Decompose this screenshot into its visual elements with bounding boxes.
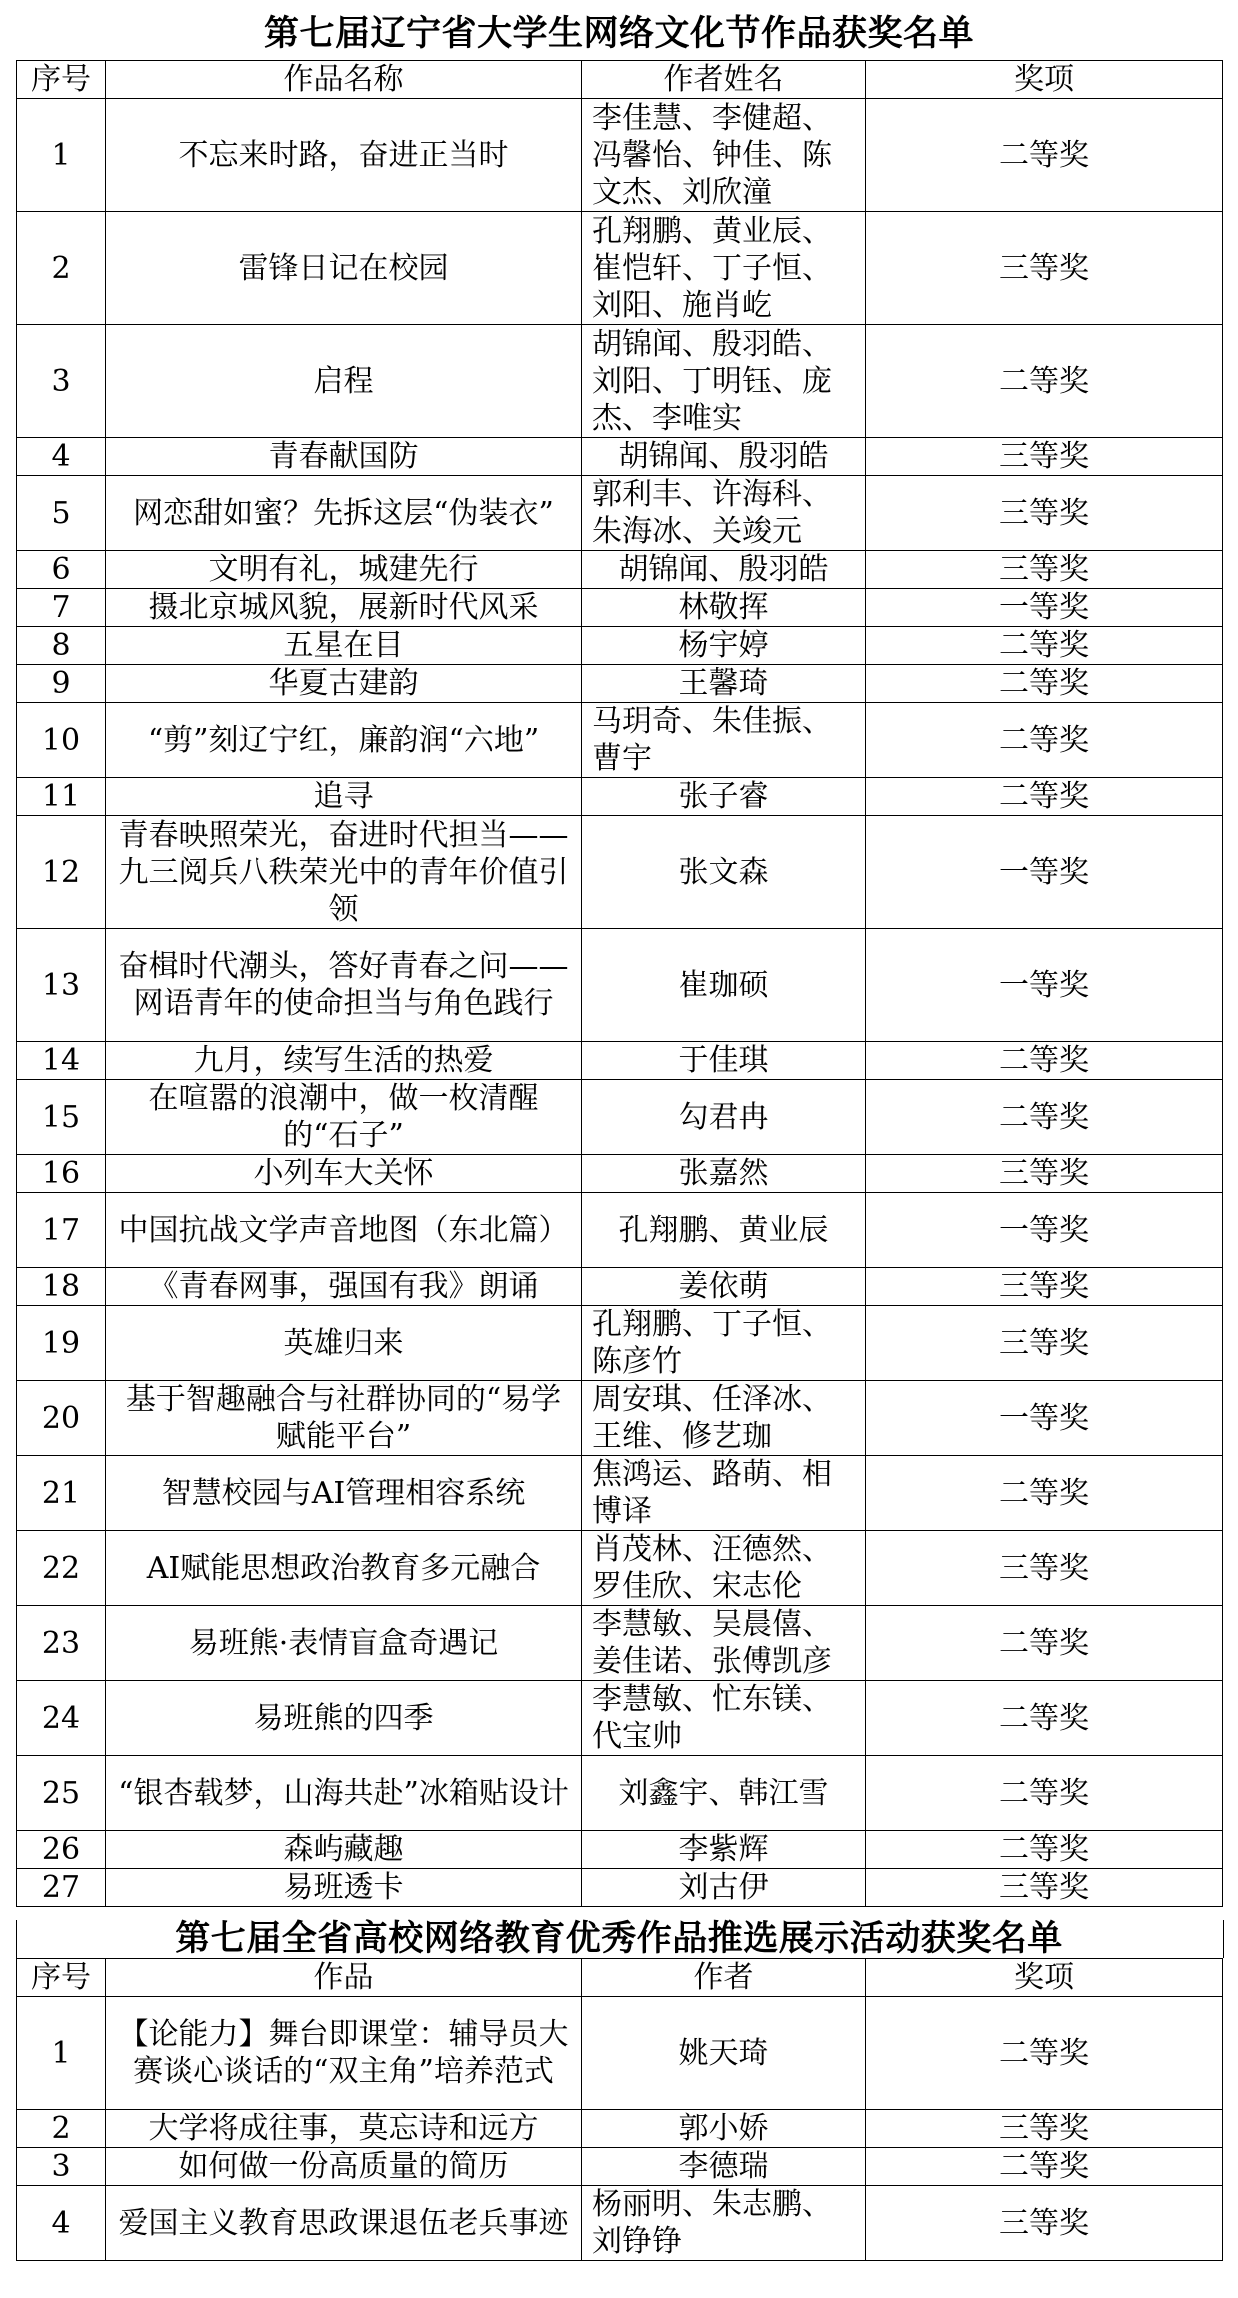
table-row [17,2110,1223,2148]
author-names: 焦鸿运、路萌、相博译 [582,1456,866,1531]
author-names: 张子睿 [582,778,866,816]
work-title: 如何做一份高质量的简历 [106,2148,582,2186]
table-row [17,1869,1223,1907]
header-no: 序号 [17,61,106,99]
author-names: 李德瑞 [582,2148,866,2186]
row-number: 2 [17,2110,106,2148]
award-level: 一等奖 [866,1381,1223,1456]
author-names: 李慧敏、忙东镁、代宝帅 [582,1681,866,1756]
work-title: 易班熊·表情盲盒奇遇记 [106,1606,582,1681]
work-title: 在喧嚣的浪潮中，做一枚清醒的“石子” [106,1080,582,1155]
table-row [17,1381,1223,1456]
work-title: AI赋能思想政治教育多元融合 [106,1531,582,1606]
row-number: 3 [17,325,106,438]
author-names: 张文森 [582,816,866,929]
table-row [17,1042,1223,1080]
author-names: 李佳慧、李健超、冯馨怡、钟佳、陈文杰、刘欣潼 [582,99,866,212]
award-level: 二等奖 [866,1831,1223,1869]
author-names: 李慧敏、吴晨僖、姜佳诺、张傅凯彦 [582,1606,866,1681]
award-level: 二等奖 [866,1042,1223,1080]
table-row [17,2148,1223,2186]
award-level: 一等奖 [866,816,1223,929]
row-number: 4 [17,2186,106,2261]
table-row [17,1306,1223,1381]
work-title: 英雄归来 [106,1306,582,1381]
table-row [17,1193,1223,1268]
author-names: 张嘉然 [582,1155,866,1193]
table-row [17,665,1223,703]
table-row [17,551,1223,589]
author-names: 孔翔鹏、黄业辰 [582,1193,866,1268]
author-names: 姜依萌 [582,1268,866,1306]
author-names: 胡锦闻、殷羽皓、刘阳、丁明钰、庞杰、李唯实 [582,325,866,438]
work-title: 不忘来时路，奋进正当时 [106,99,582,212]
author-names: 肖茂林、汪德然、罗佳欣、宋志伦 [582,1531,866,1606]
header-author: 作者姓名 [582,61,866,99]
author-names: 于佳琪 [582,1042,866,1080]
section1-table [16,60,1223,1907]
row-number: 13 [17,929,106,1042]
award-level: 三等奖 [866,2186,1223,2261]
section2-header-row [17,1959,1223,1997]
award-level: 二等奖 [866,627,1223,665]
award-level: 二等奖 [866,665,1223,703]
table-row [17,99,1223,212]
work-title: “剪”刻辽宁红，廉韵润“六地” [106,703,582,778]
award-level: 三等奖 [866,1268,1223,1306]
author-names: 胡锦闻、殷羽皓 [582,438,866,476]
award-level: 二等奖 [866,1681,1223,1756]
section1-title: 第七届辽宁省大学生网络文化节作品获奖名单 [263,13,974,54]
work-title: 文明有礼，城建先行 [106,551,582,589]
header-author: 作者 [582,1959,866,1997]
row-number: 4 [17,438,106,476]
table-row [17,1756,1223,1831]
row-number: 26 [17,1831,106,1869]
table-row [17,1997,1223,2110]
work-title: 网恋甜如蜜？先拆这层“伪装衣” [106,476,582,551]
header-no: 序号 [17,1959,106,1997]
work-title: 易班透卡 [106,1869,582,1907]
work-title: 五星在目 [106,627,582,665]
row-number: 5 [17,476,106,551]
award-level: 二等奖 [866,2148,1223,2186]
table-row [17,589,1223,627]
award-level: 三等奖 [866,1155,1223,1193]
work-title: 华夏古建韵 [106,665,582,703]
author-names: 周安琪、任泽冰、王维、修艺珈 [582,1381,866,1456]
row-number: 16 [17,1155,106,1193]
table-row [17,1831,1223,1869]
table-row [17,627,1223,665]
table-row [17,325,1223,438]
row-number: 8 [17,627,106,665]
author-names: 刘古伊 [582,1869,866,1907]
section1-header-row [17,61,1223,99]
row-number: 23 [17,1606,106,1681]
header-award: 奖项 [866,1959,1223,1997]
author-names: 王馨琦 [582,665,866,703]
table-row [17,1155,1223,1193]
award-level: 一等奖 [866,1193,1223,1268]
table-row [17,1456,1223,1531]
work-title: 大学将成往事，莫忘诗和远方 [106,2110,582,2148]
header-name: 作品名称 [106,61,582,99]
row-number: 10 [17,703,106,778]
work-title: “银杏载梦，山海共赴”冰箱贴设计 [106,1756,582,1831]
table-row [17,1606,1223,1681]
section2-title: 第七届全省高校网络教育优秀作品推选展示活动获奖名单 [175,1918,1063,1959]
row-number: 2 [17,212,106,325]
award-level: 三等奖 [866,2110,1223,2148]
row-number: 19 [17,1306,106,1381]
award-level: 二等奖 [866,1756,1223,1831]
award-level: 二等奖 [866,1456,1223,1531]
table-row [17,703,1223,778]
author-names: 马玥奇、朱佳振、曹宇 [582,703,866,778]
author-names: 刘鑫宇、韩江雪 [582,1756,866,1831]
row-number: 15 [17,1080,106,1155]
award-level: 二等奖 [866,1080,1223,1155]
row-number: 9 [17,665,106,703]
work-title: 青春献国防 [106,438,582,476]
table-row [17,1681,1223,1756]
header-name: 作品 [106,1959,582,1997]
author-names: 孔翔鹏、丁子恒、陈彦竹 [582,1306,866,1381]
award-level: 三等奖 [866,551,1223,589]
work-title: 爱国主义教育思政课退伍老兵事迹 [106,2186,582,2261]
award-level: 二等奖 [866,99,1223,212]
author-names: 李紫辉 [582,1831,866,1869]
table-row [17,476,1223,551]
author-names: 郭小娇 [582,2110,866,2148]
work-title: 小列车大关怀 [106,1155,582,1193]
row-number: 1 [17,99,106,212]
award-level: 三等奖 [866,212,1223,325]
work-title: 森屿藏趣 [106,1831,582,1869]
author-names: 杨宇婷 [582,627,866,665]
award-level: 三等奖 [866,1306,1223,1381]
table-row [17,1531,1223,1606]
table-row [17,2186,1223,2261]
row-number: 24 [17,1681,106,1756]
author-names: 胡锦闻、殷羽皓 [582,551,866,589]
work-title: 奋楫时代潮头，答好青春之问——网语青年的使命担当与角色践行 [106,929,582,1042]
award-level: 二等奖 [866,1997,1223,2110]
row-number: 25 [17,1756,106,1831]
table-row [17,816,1223,929]
work-title: 摄北京城风貌，展新时代风采 [106,589,582,627]
row-number: 11 [17,778,106,816]
award-level: 三等奖 [866,476,1223,551]
row-number: 6 [17,551,106,589]
work-title: 启程 [106,325,582,438]
row-number: 7 [17,589,106,627]
row-number: 18 [17,1268,106,1306]
work-title: 《青春网事，强国有我》朗诵 [106,1268,582,1306]
header-award: 奖项 [866,61,1223,99]
row-number: 21 [17,1456,106,1531]
row-number: 22 [17,1531,106,1606]
award-level: 二等奖 [866,325,1223,438]
work-title: 追寻 [106,778,582,816]
author-names: 勾君冉 [582,1080,866,1155]
award-level: 二等奖 [866,778,1223,816]
author-names: 杨丽明、朱志鹏、刘铮铮 [582,2186,866,2261]
section2-table [16,1958,1223,2261]
row-number: 20 [17,1381,106,1456]
work-title: 基于智趣融合与社群协同的“易学赋能平台” [106,1381,582,1456]
award-level: 三等奖 [866,1869,1223,1907]
work-title: 易班熊的四季 [106,1681,582,1756]
author-names: 林敬挥 [582,589,866,627]
table-row [17,1268,1223,1306]
table-row [17,778,1223,816]
award-level: 二等奖 [866,1606,1223,1681]
work-title: 青春映照荣光，奋进时代担当——九三阅兵八秩荣光中的青年价值引领 [106,816,582,929]
author-names: 郭利丰、许海科、朱海冰、关竣元 [582,476,866,551]
row-number: 17 [17,1193,106,1268]
table-row [17,1080,1223,1155]
work-title: 【论能力】舞台即课堂：辅导员大赛谈心谈话的“双主角”培养范式 [106,1997,582,2110]
row-number: 1 [17,1997,106,2110]
table-row [17,929,1223,1042]
row-number: 27 [17,1869,106,1907]
award-level: 一等奖 [866,589,1223,627]
row-number: 12 [17,816,106,929]
award-level: 二等奖 [866,703,1223,778]
author-names: 孔翔鹏、黄业辰、崔恺轩、丁子恒、刘阳、施肖屹 [582,212,866,325]
author-names: 姚天琦 [582,1997,866,2110]
row-number: 3 [17,2148,106,2186]
author-names: 崔珈硕 [582,929,866,1042]
work-title: 智慧校园与AI管理相容系统 [106,1456,582,1531]
award-level: 一等奖 [866,929,1223,1042]
award-level: 三等奖 [866,438,1223,476]
table-row [17,212,1223,325]
award-level: 三等奖 [866,1531,1223,1606]
work-title: 雷锋日记在校园 [106,212,582,325]
row-number: 14 [17,1042,106,1080]
work-title: 中国抗战文学声音地图（东北篇） [106,1193,582,1268]
table-row [17,438,1223,476]
work-title: 九月，续写生活的热爱 [106,1042,582,1080]
